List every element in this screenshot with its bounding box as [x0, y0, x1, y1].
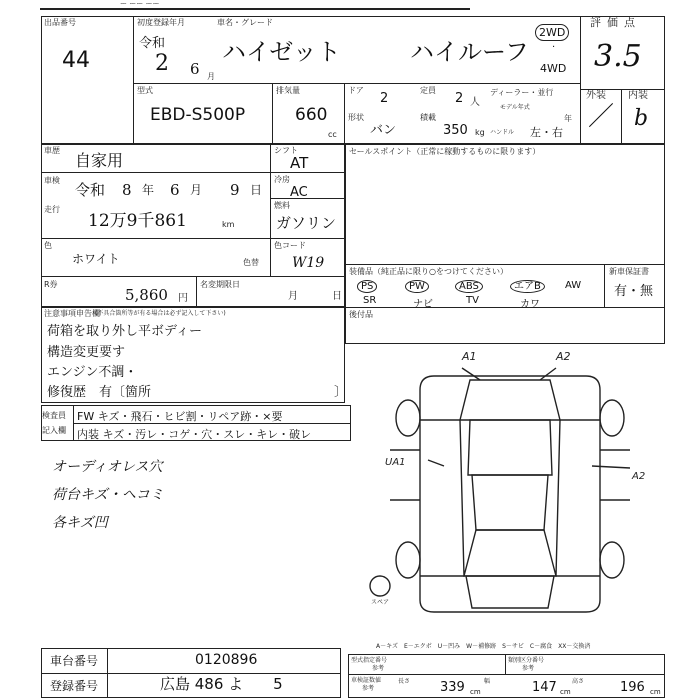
ac-value: AC [290, 185, 308, 200]
capacity-label: 定員 [420, 86, 436, 95]
category-label: 類別区分番号 [508, 657, 545, 664]
handle-label: ハンドル [490, 129, 515, 136]
color-value: ホワイト [72, 252, 120, 266]
load-unit: kg [475, 128, 485, 137]
score-label: 評価点 [590, 16, 641, 29]
drive-2wd: 2WD [535, 24, 569, 41]
dims-length: 339 [440, 680, 465, 695]
notes-sub: (不具合箇所等が有る場合は必ず記入して下さい) [95, 310, 226, 317]
reg-year: 2 [155, 51, 169, 76]
inspector-line-2: 内装 キズ・汚レ・コゲ・穴・スレ・キレ・破レ [77, 428, 312, 441]
equip-tv: TV [466, 295, 479, 306]
sales-point-label: セールスポイント（正常に稼動するものに限ります） [349, 147, 541, 156]
dims-height: 196 [620, 680, 645, 695]
car-diagram [360, 350, 660, 630]
color-code-label: 色コード [274, 241, 306, 250]
notes-bracket: 〕 [334, 385, 348, 400]
equip-sr: SR [363, 295, 377, 306]
color-code-value: W19 [292, 255, 325, 271]
reg-month-unit: 月 [207, 72, 215, 81]
top-strip-text: ー ーー ーー [120, 0, 160, 8]
shift-value: AT [290, 154, 309, 172]
body-type-label: 形状 [348, 113, 364, 122]
equip-airbag: エアB [510, 280, 545, 293]
inspection-year-unit: 年 [142, 183, 155, 197]
dealer-label: ディーラー・並行 [490, 88, 554, 97]
inspection-label: 車検 [44, 176, 60, 185]
cert-block [348, 654, 665, 698]
reg-month: 6 [190, 60, 200, 78]
recycle-expiry-label: 名変期限日 [200, 280, 240, 289]
recycle-day-unit: 日 [332, 291, 342, 302]
new-car-warranty-label: 新車保証書 [609, 267, 649, 276]
dims-width: 147 [532, 680, 557, 695]
header-frame [41, 16, 665, 144]
dims-length-label: 長さ [398, 678, 411, 685]
recycle-unit: 円 [178, 293, 188, 304]
displacement-value: 660 [295, 105, 328, 125]
usage-label: 車歴 [44, 146, 60, 155]
car-name: ハイゼット [222, 38, 341, 66]
load-label: 積載 [420, 113, 436, 122]
ac-label: 冷房 [274, 175, 290, 184]
load-value: 350 [443, 123, 468, 138]
drive-dot: · [552, 42, 556, 53]
body-type-value: バン [370, 123, 397, 138]
inspection-month: 6 [170, 181, 180, 199]
notes-line-3: エンジン不調・ [47, 365, 138, 380]
diag-a2b: A2 [632, 471, 646, 482]
dims-label: 車検証数値 [351, 677, 382, 684]
mileage-unit: km [222, 220, 235, 229]
dims-width-label: 幅 [484, 678, 491, 685]
dims-width-unit: cm [560, 688, 571, 696]
dims-height-unit: cm [650, 688, 661, 696]
inspection-month-unit: 月 [190, 183, 203, 197]
displacement-unit: cc [328, 130, 337, 139]
cert-sub: 参考 [372, 665, 385, 672]
category-sub: 参考 [522, 665, 535, 672]
equip-abs: ABS [455, 280, 483, 293]
diag-legend: A－キズ E－エクボ U－凹み W－補修跡 S－サビ C－腐食 XX－交換済 [376, 643, 591, 650]
equip-aw: AW [565, 280, 582, 291]
color-label: 色 [44, 241, 52, 250]
chassis-value: 0120896 [195, 652, 258, 668]
reg-era: 令和 [139, 36, 166, 51]
usage-value: 自家用 [75, 151, 124, 170]
notes-label: 注意事項申告欄 [44, 309, 100, 318]
model-value: EBD-S500P [150, 105, 246, 125]
dims-height-label: 高さ [572, 678, 585, 685]
right-block [345, 144, 665, 344]
drive-4wd: 4WD [540, 62, 567, 75]
handle-value: 左・右 [530, 126, 563, 139]
recycle-month-unit: 月 [288, 291, 298, 302]
doors-value: 2 [380, 91, 389, 106]
inspector-line-1: FW キズ・飛石・ヒビ割・リペア跡・×要 [77, 410, 283, 423]
model-year-label: モデル年式 [500, 104, 530, 111]
hand-note-1: オーディオレス穴 [52, 459, 163, 475]
exterior-label: 外装 [586, 90, 606, 101]
displacement-label: 排気量 [276, 86, 300, 95]
recycle-value: 5,860 [125, 286, 168, 304]
equip-leather: カワ [520, 299, 540, 310]
dims-sub: 参考 [362, 685, 375, 692]
inspection-era: 令和 [75, 181, 106, 199]
top-strip [40, 0, 470, 10]
chassis-label: 車台番号 [50, 654, 99, 668]
inspection-year: 8 [122, 181, 132, 199]
car-name-label: 車名・グレード [217, 18, 273, 27]
reg-label: 初度登録年月 [137, 18, 185, 27]
equip-ps: PS [357, 280, 377, 293]
mileage-value: 12万9千861 [88, 211, 187, 231]
color-num-label: 色替 [243, 258, 259, 267]
after-market-label: 後付品 [349, 310, 373, 319]
fuel-label: 燃料 [274, 201, 290, 210]
hand-note-3: 各キズ凹 [52, 515, 108, 531]
inspection-day-unit: 日 [250, 183, 263, 197]
plate-label: 登録番号 [50, 679, 99, 693]
inspector-label-2: 記入欄 [42, 426, 66, 435]
lot-label: 出品番号 [44, 18, 76, 27]
notes-line-1: 荷箱を取り外し平ボディー [47, 324, 202, 339]
dims-length-unit: cm [470, 688, 481, 696]
equip-pw: PW [405, 280, 429, 293]
capacity-unit: 人 [470, 97, 480, 108]
fuel-value: ガソリン [276, 214, 337, 232]
score-value: 3.5 [594, 39, 642, 74]
diag-a1: A1 [462, 350, 477, 363]
equipment-label: 装備品（純正品に限り○をつけてください） [349, 267, 508, 276]
new-car-warranty-value: 有・無 [614, 284, 654, 299]
doors-label: ドア [348, 86, 364, 95]
model-year-unit: 年 [564, 114, 572, 123]
model-label: 型式 [137, 86, 153, 95]
notes-line-2: 構造変更要す [47, 345, 126, 360]
hand-note-2: 荷台キズ・ヘコミ [52, 487, 164, 503]
diag-ua1: UA1 [385, 457, 406, 468]
car-grade: ハイルーフ [410, 38, 529, 66]
exterior-value: ／ [588, 102, 615, 132]
plate-value: 広島 486 よ 5 [160, 675, 283, 693]
notes-line-4: 修復歴 有〔箇所 [47, 385, 152, 400]
equip-navi: ナビ [413, 299, 433, 310]
lot-number: 44 [62, 48, 90, 73]
interior-label: 内装 [628, 90, 648, 101]
shift-label: シフト [274, 146, 298, 155]
inspector-label-1: 検査員 [42, 411, 66, 420]
diag-a2: A2 [556, 350, 571, 363]
inspection-day: 9 [230, 181, 240, 199]
capacity-value: 2 [455, 91, 464, 106]
recycle-label: R券 [44, 280, 58, 289]
cert-label: 型式指定番号 [351, 657, 388, 664]
interior-value: b [634, 106, 649, 131]
mileage-label: 走行 [44, 205, 60, 214]
diag-spare: スペア [371, 599, 390, 606]
